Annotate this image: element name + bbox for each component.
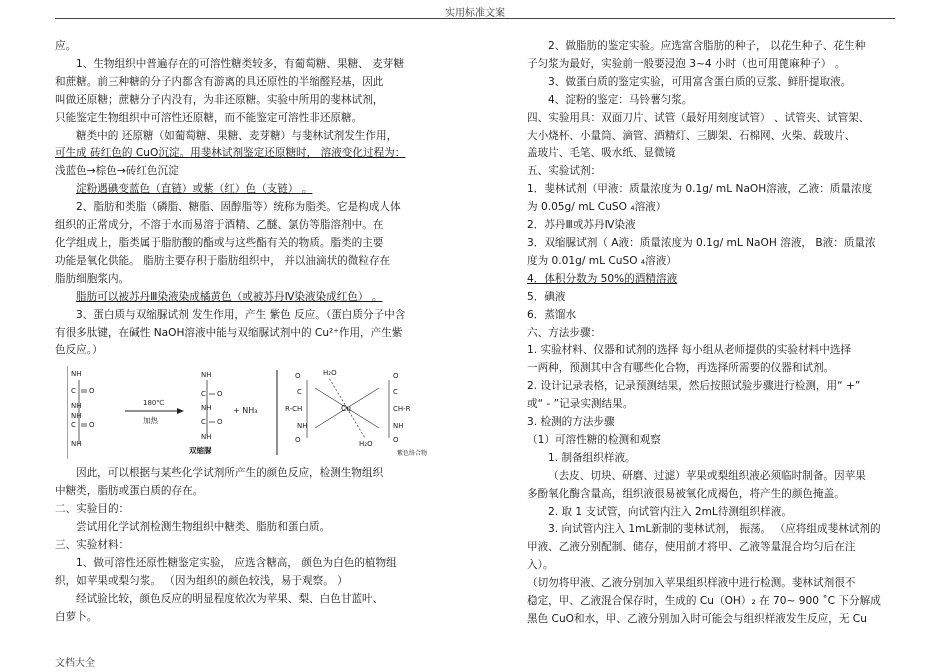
text-line: 尝试用化学试剂检测生物组织中糖类、脂肪和蛋白质。: [76, 521, 331, 534]
text-line: 甲液、乙液分别配制、储存，使用前才将甲、乙液等量混合均匀后在注: [527, 541, 856, 554]
svg-text:NH: NH: [71, 370, 82, 379]
svg-text:C: C: [201, 418, 206, 427]
text-line: 因此，可以根据与某些化学试剂所产生的颜色反应，检测生物组织: [76, 467, 384, 480]
text-line: 3、蛋白质与双缩脲试剂 发生作用，产生 紫色 反应。（蛋白质分子中含: [76, 308, 406, 321]
svg-text:NH: NH: [201, 371, 212, 380]
text-line: 3. 检测的方法步骤: [527, 416, 615, 429]
text-line: 一两种，预测其中含有哪些化合物，再选择所需要的仪器和试剂。: [527, 362, 835, 375]
text-line: 6．蒸馏水: [527, 308, 577, 321]
svg-text:O: O: [89, 387, 95, 396]
left-column: [55, 38, 450, 626]
svg-text:O: O: [217, 390, 223, 399]
svg-text:O: O: [89, 421, 95, 430]
text-line: 和蔗糖。前三种糖的分子内都含有游离的具还原性的半缩醛羟基，因此: [55, 75, 384, 88]
text-line: 有很多肽键，在碱性 NaOH溶液中能与双缩脲试剂中的 Cu²⁺作用，产生紫: [55, 326, 403, 339]
text-line: 白萝卜。: [55, 610, 98, 623]
svg-text:O: O: [393, 436, 399, 445]
svg-text:NH: NH: [71, 402, 82, 411]
text-line: 应。: [55, 40, 77, 52]
text-line: 化学组成上，脂类属于脂肪酸的酯或与这些酯有关的物质。脂类的主要: [55, 236, 384, 249]
text-line: 中糖类，脂肪或蛋白质的存在。: [55, 485, 204, 498]
text-line: 脂肪可以被苏丹Ⅲ染液染成橘黄色（或被苏丹Ⅳ染液染成红色） 。: [76, 290, 383, 303]
svg-text:NH: NH: [71, 440, 82, 449]
svg-text:O: O: [393, 372, 399, 381]
svg-text:H₂O: H₂O: [323, 369, 337, 378]
text-line: 或“ - ”记录实测结果。: [527, 398, 634, 411]
text-line: 黑色 CuO和水，甲、乙液分别加入时可能会与组织样液发生反应，无 Cu: [527, 613, 867, 625]
biuret-label: 双缩脲: [189, 446, 212, 456]
text-line: 叫做还原糖；蔗糖分子内没有，为非还原糖。实验中所用的斐林试剂，: [55, 93, 384, 106]
text-line: 2、脂肪和类脂（磷脂、糖脂、固醇脂等）统称为脂类。它是构成人体: [76, 201, 401, 214]
svg-text:Cu: Cu: [341, 404, 351, 414]
text-line: 二、实验目的：: [55, 503, 130, 516]
text-line: 只能鉴定生物组织中可溶性还原糖，而不能鉴定可溶性非还原糖。: [55, 111, 363, 124]
arrow-top-label: 180℃: [143, 399, 165, 408]
text-line: 为 0.05g/ mL CuSO ₄溶液）: [527, 201, 667, 214]
svg-text:C: C: [71, 387, 76, 396]
page-header: 实用标准文案: [445, 8, 505, 19]
text-line: 3．双缩脲试剂（ A液：质量浓度为 0.1g/ mL NaOH 溶液， B液：质量浓: [527, 236, 876, 249]
biuret-reaction-figure: [67, 366, 437, 459]
svg-text:C: C: [201, 390, 206, 399]
svg-text:H₂O: H₂O: [359, 440, 373, 449]
svg-text:NH: NH: [393, 422, 404, 431]
text-line: 4．体积分数为 50%的酒精溶液: [527, 272, 678, 285]
text-line: 1、做可溶性还原性糖鉴定实验， 应选含糖高， 颜色为白色的植物组: [76, 556, 397, 569]
svg-text:NH: NH: [297, 422, 308, 431]
text-line: 脂肪细胞浆内。: [55, 272, 130, 285]
arrow-bottom-label: 加热: [143, 416, 158, 426]
svg-text:NH: NH: [201, 433, 212, 442]
text-line: （去皮、切块、研磨、过滤）苹果或梨组织液必须临时制备。因苹果: [548, 469, 866, 482]
text-line: 2．苏丹Ⅲ或苏丹Ⅳ染液: [527, 219, 636, 232]
svg-text:C: C: [393, 388, 398, 397]
text-line: 盖玻片、毛笔、吸水纸、显微镜: [527, 147, 676, 160]
text-line: 5．碘液: [527, 290, 566, 303]
text-line: 组织的正常成分，不溶于水而易溶于酒精、乙醚、氯仿等脂溶剂中。在: [55, 219, 384, 232]
plus-ammonia: + NH₃: [233, 406, 258, 416]
svg-text:O: O: [295, 372, 301, 381]
svg-text:NH: NH: [201, 404, 212, 413]
svg-text:C: C: [297, 388, 302, 397]
right-column: [527, 38, 897, 629]
text-line: 淀粉遇碘变蓝色（直链）或紫（红）色（支链） 。: [76, 183, 313, 196]
text-line: 多酚氧化酶含量高，组织液很易被氧化成褐色，将产生的颜色掩盖。: [527, 487, 845, 500]
text-line: 3. 向试管内注入 1mL新制的斐林试剂， 振荡。 （应将组成斐林试剂的: [548, 523, 881, 536]
text-line: 功能是氧化供能。 脂肪主要存积于脂肪组织中， 并以油滴状的微粒存在: [55, 254, 391, 267]
text-line: 织，如苹果或梨匀浆。 （因为组织的颜色较浅，易于观察。 ）: [55, 574, 348, 587]
text-line: 三、实验材料：: [55, 538, 130, 551]
text-line: 2. 取 1 支试管，向试管内注入 2mL待测组织样液。: [548, 505, 792, 518]
text-line: 4、淀粉的鉴定：马铃薯匀浆。: [548, 93, 693, 106]
text-line: 3、做蛋白质的鉴定实验，可用富含蛋白质的豆浆、鲜肝提取液。: [548, 75, 852, 88]
svg-text:O: O: [295, 436, 301, 445]
text-line: 1. 实验材料、仪器和试剂的选择 每小组从老师提供的实验材料中选择: [527, 344, 852, 357]
text-line: 色反应。）: [55, 344, 103, 357]
page-footer: 文档大全: [55, 658, 95, 669]
text-line: 1、生物组织中普遍存在的可溶性糖类较多，有葡萄糖、果糖、 麦芽糖: [76, 57, 404, 70]
svg-text:NH: NH: [71, 412, 82, 421]
text-line: 大小烧杯、小量筒、滴管、酒精灯、三脚架、石棉网、火柴、载玻片、: [527, 129, 856, 142]
text-line: 2. 设计记录表格，记录预测结果，然后按照试验步骤进行检测，用“ +”: [527, 380, 861, 393]
svg-text:O: O: [217, 418, 223, 427]
text-line: 经试验比较，颜色反应的明显程度依次为苹果、梨、白色甘蓝叶、: [76, 592, 384, 605]
text-line: 可生成 砖红色的 CuO沉淀。用斐林试剂鉴定还原糖时， 溶液变化过程为：: [55, 147, 406, 160]
text-line: 入）。: [527, 559, 554, 572]
text-line: 稳定，甲、乙液混合保存时，生成的 Cu（OH）₂ 在 70~ 900 ˚C 下分解成: [527, 595, 881, 608]
text-line: （1）可溶性糖的检测和观察: [527, 433, 661, 446]
text-line: 六、方法步骤：: [527, 326, 602, 339]
text-line: 糖类中的 还原糖（如葡萄糖、果糖、麦芽糖）与斐林试剂发生作用，: [76, 129, 398, 142]
text-line: （切勿将甲液、乙液分别加入苹果组织样液中进行检测。斐林试剂很不: [527, 577, 856, 590]
text-line: 五、实验试剂：: [527, 165, 602, 178]
text-line: 浅蓝色→棕色→砖红色沉淀: [55, 165, 179, 178]
text-line: 1. 制备组织样液。: [548, 451, 636, 464]
complex-label: 紫色络合物: [397, 450, 428, 458]
svg-text:CH-R: CH-R: [393, 405, 411, 414]
text-line: 四、实验用具：双面刀片、试管（最好用刻度试管） 、试管夹、试管架、: [527, 111, 870, 124]
svg-text:C: C: [71, 421, 76, 430]
text-line: 2、做脂肪的鉴定实验。应选富含脂肪的种子， 以花生种子、花生种: [548, 40, 866, 52]
text-line: 子匀浆为最好，实验前一般要浸泡 3~4 小时（也可用蓖麻种子） 。: [527, 57, 846, 70]
text-line: 1．斐林试剂（甲液：质量浓度为 0.1g/ mL NaOH溶液，乙液：质量浓度: [527, 183, 873, 196]
text-line: 度为 0.01g/ mL CuSO ₄溶液）: [527, 254, 677, 267]
header-divider: [55, 18, 895, 19]
svg-text:R-CH: R-CH: [285, 405, 303, 414]
